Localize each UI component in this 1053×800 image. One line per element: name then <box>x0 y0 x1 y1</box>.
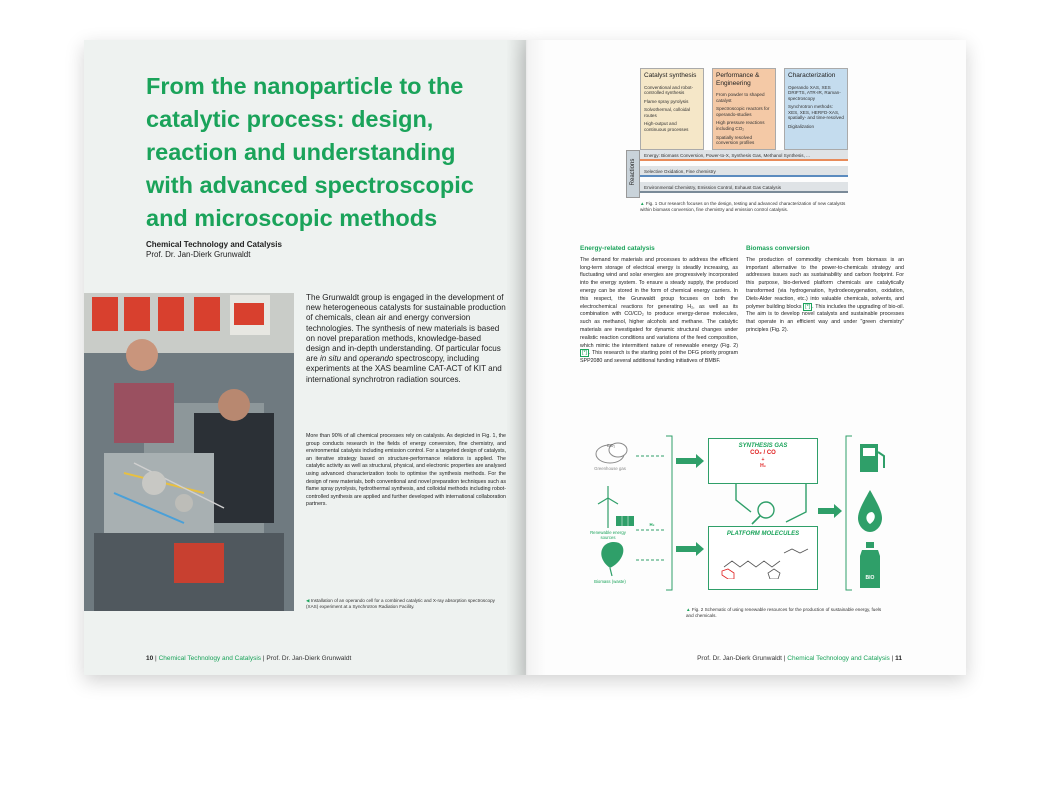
biomass-label: Biomass (waste) <box>594 579 626 584</box>
bottle-icon <box>860 542 880 588</box>
lab-photo-illustration <box>84 293 294 611</box>
fig1-caption-text: Fig. 1 Our research focuses on the design, testing and advanced characterization of new catalysts within biomass conversion, fine chemistry and emission control catalysis. <box>640 201 846 212</box>
biomass-heading: Biomass conversion <box>746 245 810 252</box>
fig1-column-heading: Catalyst synthesis <box>644 72 697 79</box>
fig1-item: Digitalization <box>788 124 815 130</box>
greenhouse-label: Greenhouse gas <box>594 466 626 471</box>
energy-text-1: The demand for materials and processes to address the efficient long-term storage of electrical energy is steadily increasing, as fluctuating wind and solar energies are progressively incorporated into the energy system. To ensure a steady supply, the produced energy can be stored in the form of chemical energy carriers. In this respect, the Grunwaldt group focuses on both the electrochemical reactions for generating H₂, as well as its combination with CO/CO₂ to produce energy-dense molecules, such as methanol, higher alcohols and methane. The catalytic materials are investigated for dynamic structural changes under realistic reaction conditions and variations of the feed composition, which mimic the intermittent nature of renewable energy (Fig. 2) <box>580 256 738 349</box>
synthesis-gas-box <box>708 438 818 484</box>
intro-em-operando: operando <box>359 354 394 364</box>
lab-photo <box>84 293 294 611</box>
fig1-column-heading: Performance & Engineering <box>716 72 760 87</box>
caption-triangle-icon: ▲ <box>640 201 645 206</box>
drop-icon <box>858 490 882 532</box>
right-page <box>526 40 966 675</box>
right-footer-section: Chemical Technology and Catalysis <box>787 655 890 662</box>
intro-text-3: spectroscopy, including experiments at the XAS beamline CAT-ACT of KIT and international synchrotron radiation sources. <box>306 354 502 384</box>
energy-reference: [*] <box>582 350 588 357</box>
box-arrows <box>676 454 704 556</box>
molecule-structures-icon <box>714 539 814 579</box>
article-title: From the nanoparticle to the catalytic process: design, reaction and understanding with advanced spectroscopic and microscopic methods <box>146 73 474 231</box>
magnifier-icon <box>758 502 774 518</box>
body-paragraph-left: More than 90% of all chemical processes rely on catalysis. As depicted in Fig. 1, the group conducts research in the fields of energy conversion, fine chemistry, and environmental catalysis including emission control. For a targeted design of catalysts, an iterative strategy based on structure-performance relations is applied. The catalytic activity as well as structural, physical, and electronic properties are analysed using advanced characterization tools to optimise the synthesis methods. For the design of new materials, both conventional and novel preparation techniques such as flame spray pyrolysis, hydrothermal synthesis, and colloidal methods including robot-controlled synthesis are applied and further developed with international collaboration partners. <box>306 433 506 508</box>
figure-2 <box>586 430 916 625</box>
fig1-item: Conventional and robot-controlled synthesis <box>644 84 694 96</box>
output-arrow <box>818 504 842 518</box>
biomass-reference: [*] <box>805 303 811 310</box>
figure-1 <box>626 68 854 220</box>
fig1-column-characterization <box>784 68 848 150</box>
biomass-section <box>746 245 904 335</box>
intro-text-1: The Grunwaldt group is engaged in the development of new heterogeneous catalysts for sustainable production of chemicals, clean air and energy conversion technologies. The synthesis of new materials is based on novel preparation methods, knowledge-based design and in-depth understanding. Of particular focus are <box>306 293 506 364</box>
biomass-text-2: . This includes the upgrading of bio-oil. The aim is to develop novel catalysts and sustainable processes that operate in an efficient way and under "green chemistry" principles (Fig. 2). <box>746 303 905 333</box>
department-name: Chemical Technology and Catalysis <box>146 240 282 249</box>
fig1-item: Spectroscopic reactors for operando-studies <box>716 106 770 117</box>
fig1-bar-oxidation: Selective Oxidation, Fine chemistry <box>640 166 848 177</box>
right-footer-author: Prof. Dr. Jan-Dierk Grunwaldt <box>697 655 782 662</box>
h2-label: H₂ <box>649 522 655 527</box>
formula-h2: H₂ <box>760 463 766 469</box>
fig2-caption-text: Fig. 2 Schematic of using renewable resources for the production of sustainable energy, fuels and chemicals. <box>686 607 882 618</box>
fuel-pump-icon <box>860 444 884 472</box>
solar-panel-icon <box>616 516 634 526</box>
platform-molecules-title: PLATFORM MOLECULES <box>726 531 800 537</box>
fig1-item: From powder to shaped catalyst <box>716 92 765 103</box>
right-footer <box>697 655 902 662</box>
fig1-reactions-label <box>626 150 640 198</box>
biomass-text-1: The production of commodity chemicals from biomass is an important alternative to the power-to-chemicals strategy and addresses issues such as sustainability and carbon footprint. For this purpose, bio-derived platform chemicals are catalytically transformed (via hydrogenation, hydrodeoxygenation, oxidation, Diels-Alder reaction, etc.) into valuable chemicals, solvents, and polymer building blocks <box>746 256 904 310</box>
synthesis-gas-title: SYNTHESIS GAS <box>738 443 788 449</box>
input-bracket <box>666 436 672 590</box>
fig1-column-catalyst-synthesis <box>640 68 704 150</box>
fig2-caption <box>686 607 886 619</box>
fig1-item: High-output and continuous processes <box>644 121 689 133</box>
photo-caption <box>306 598 506 610</box>
intro-em-in-situ: in situ <box>319 354 342 364</box>
fig1-caption <box>640 201 850 213</box>
energy-text-2: . This research is the starting point of the DFG priority program SPP2080 and several additional funding initiatives of BMBF. <box>580 350 738 365</box>
left-footer-author: Prof. Dr. Jan-Dierk Grunwaldt <box>266 655 352 662</box>
platform-molecules-box <box>708 526 818 590</box>
intro-paragraph <box>306 293 506 385</box>
energy-section <box>580 245 738 366</box>
fig1-item: Flame spray pyrolysis <box>644 98 689 104</box>
photo-caption-text: Installation of an operando cell for a combined catalytic and X-ray absorption spectroscopy (XAS) experiment at a Synchrotron Radiation Facility. <box>306 598 495 609</box>
author-name: Prof. Dr. Jan-Dierk Grunwaldt <box>146 250 251 259</box>
wind-turbine-icon <box>598 486 618 528</box>
left-page <box>84 40 526 675</box>
reactions-text: Reactions <box>630 158 636 186</box>
fig1-bar-environmental: Environmental Chemistry, Emission Control, Exhaust Gas Catalysis <box>640 182 848 193</box>
fig1-item: Spatially resolved conversion profiles <box>716 134 755 146</box>
leaf-icon <box>601 542 623 576</box>
left-page-number: 10 <box>146 655 154 662</box>
flow-arrows <box>636 456 664 560</box>
author-block <box>146 240 282 260</box>
right-page-number: 11 <box>895 655 902 662</box>
fig1-item: Synchrotron methods: XES, XES, HERFD-XAS, spatially- and time-resolved <box>788 104 844 121</box>
footer-separator: | <box>262 655 265 662</box>
footer-separator: | <box>891 655 894 662</box>
fig1-item: Solvothermal, colloidal routes <box>644 107 690 118</box>
co2-label: CO₂ <box>606 443 616 448</box>
caption-triangle-icon: ▲ <box>686 607 691 612</box>
fig1-item: High pressure reactions including CO₂ <box>716 120 765 131</box>
caption-arrow-icon: ◀ <box>306 598 310 603</box>
output-bracket <box>846 436 852 590</box>
intro-text-2: and <box>341 354 360 364</box>
footer-separator: | <box>783 655 786 662</box>
fig1-column-performance <box>712 68 776 150</box>
energy-heading: Energy-related catalysis <box>580 245 655 252</box>
formula-plus: + <box>761 457 765 463</box>
formula-co2-co: CO₂ / CO <box>750 450 776 456</box>
bio-label: BIO <box>865 575 875 581</box>
fig1-bar-energy: Energy: Biomass Conversion, Power-to-X, Synthesis Gas, Methanol Synthesis, ... <box>640 150 848 161</box>
fig1-column-heading: Characterization <box>788 72 836 79</box>
footer-separator: | <box>155 655 157 662</box>
left-footer <box>146 655 351 662</box>
left-footer-section: Chemical Technology and Catalysis <box>158 655 262 662</box>
renewable-label: Renewable energy sources <box>590 530 626 540</box>
fig1-item: Operando XAS, XES DRIFTS, ATR-IR, Raman-spectroscopy <box>788 84 841 101</box>
